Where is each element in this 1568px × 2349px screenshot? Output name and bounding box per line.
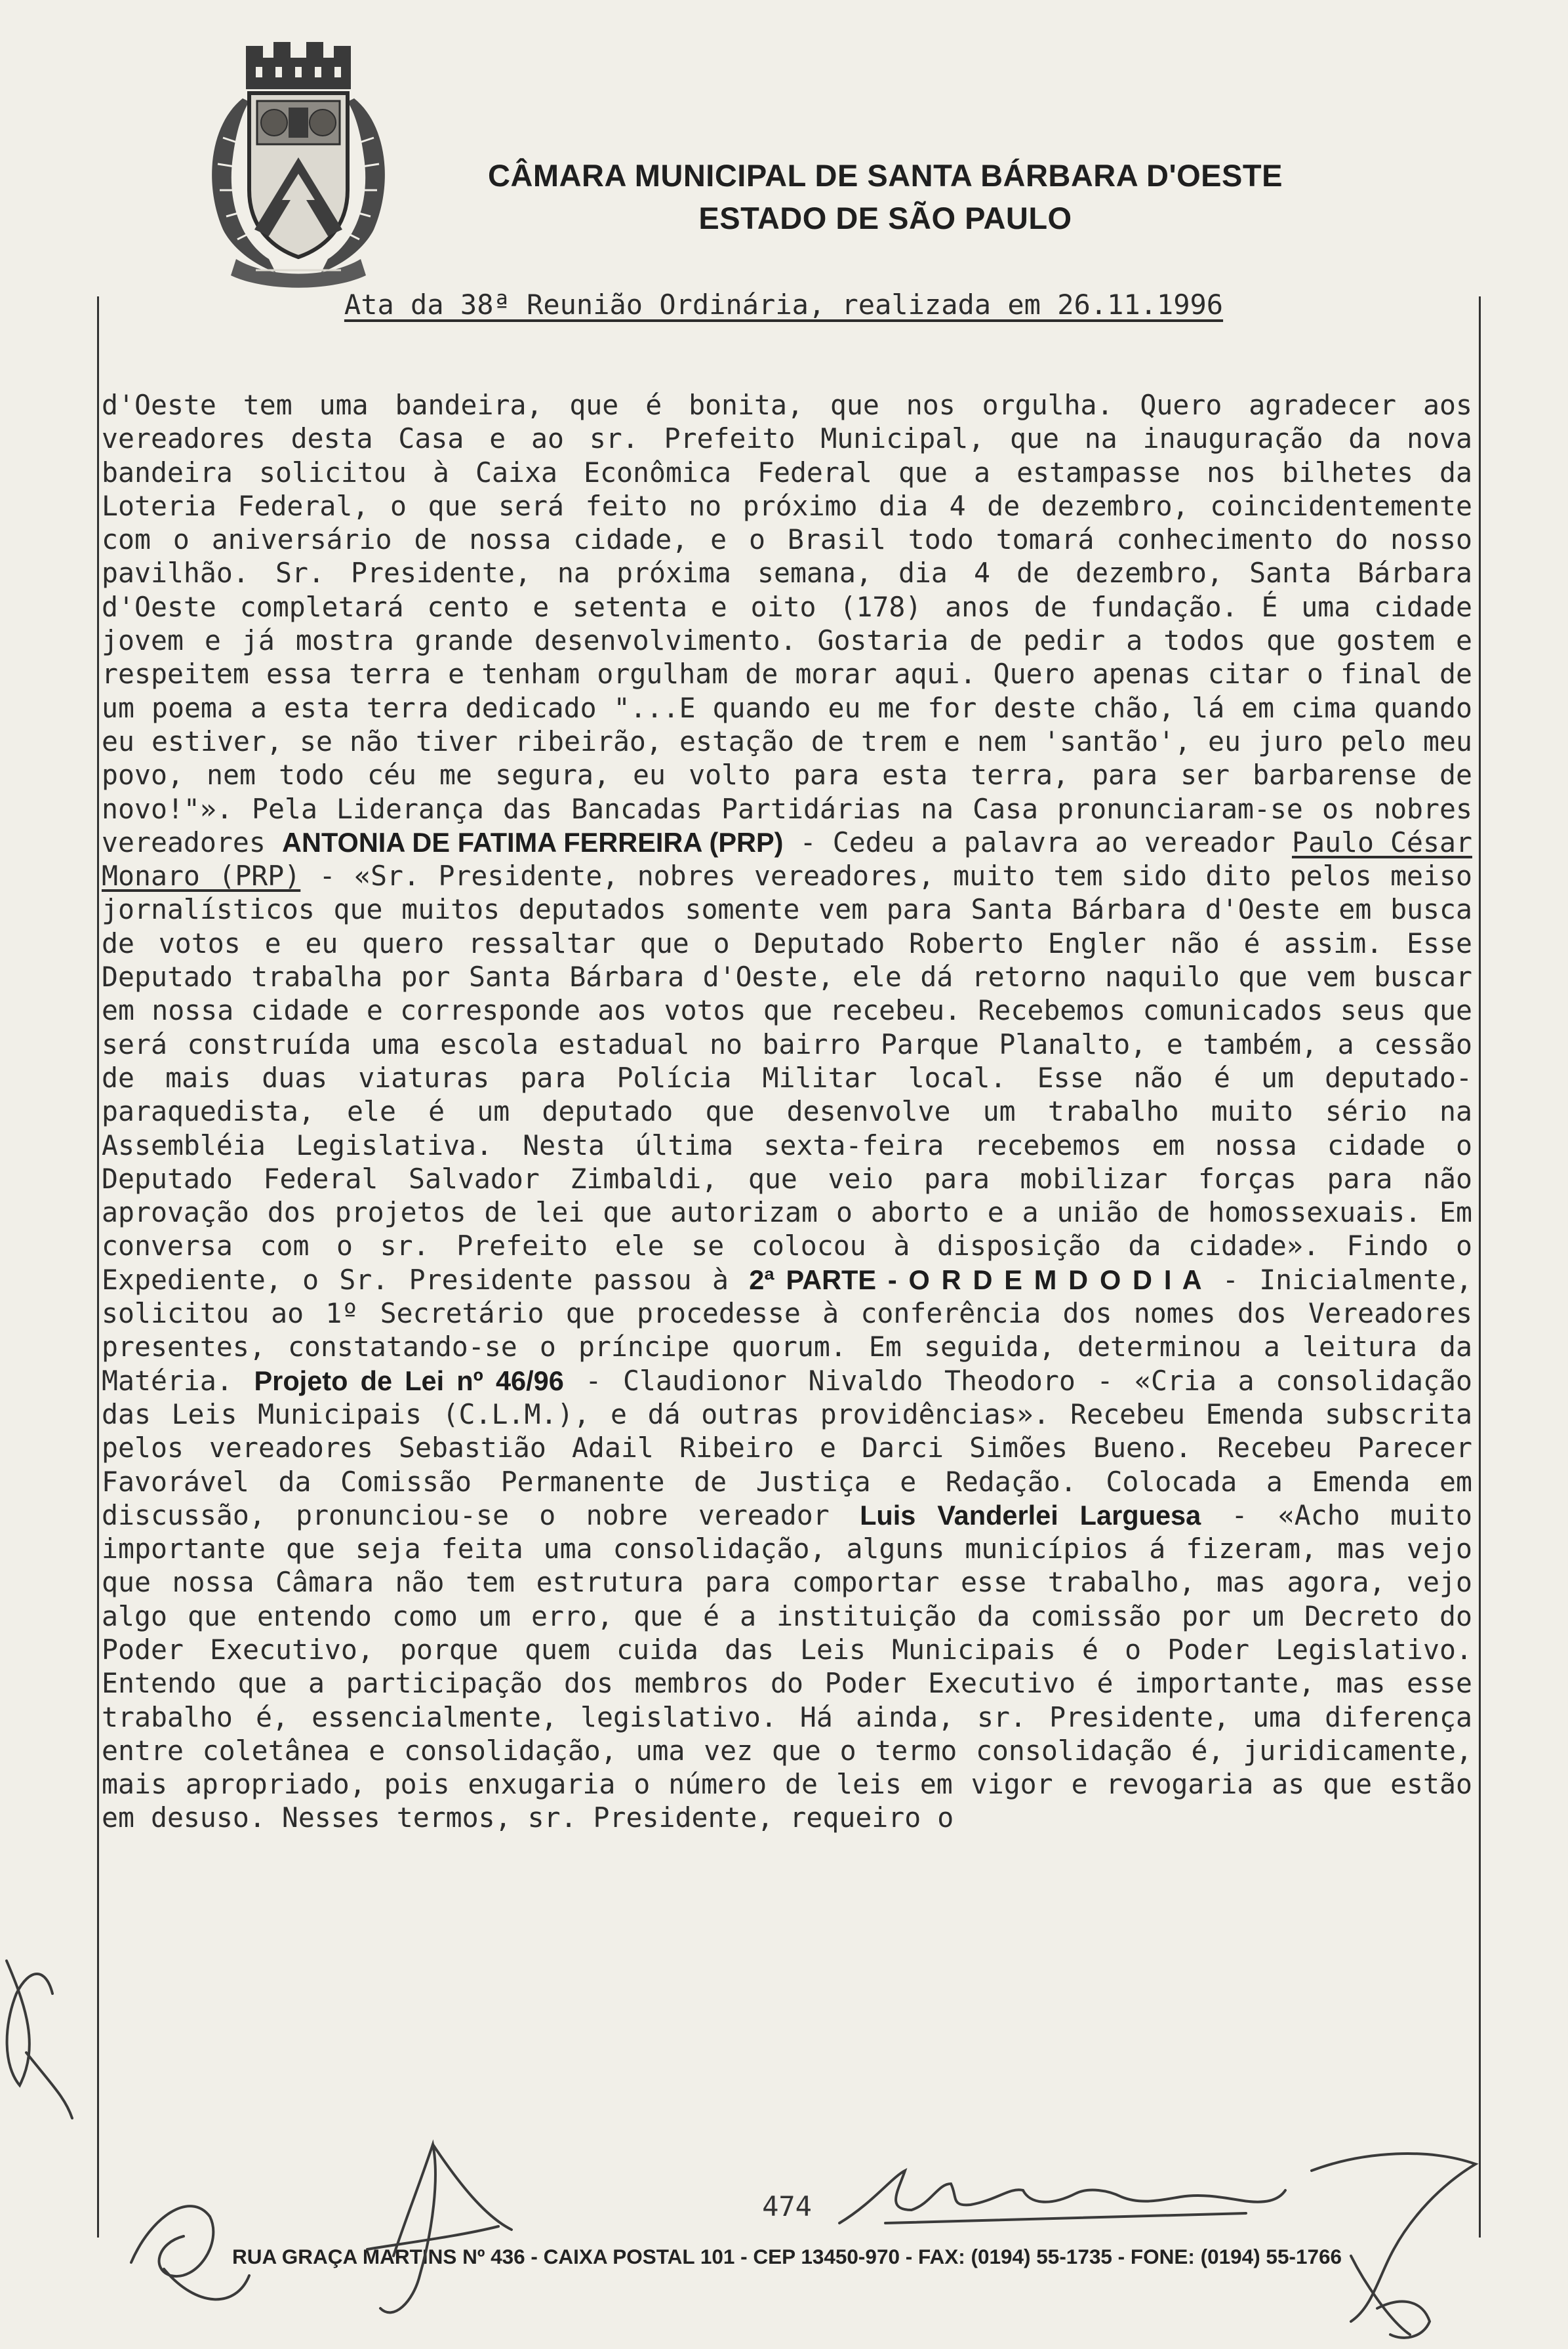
page-number: 474: [762, 2190, 812, 2222]
municipal-coat-of-arms-icon: [197, 39, 400, 289]
body-text-segment: - Claudionor Nivaldo Theodoro - «Cria a consolidação das Leis Municipais (C.L.M.), e dá outras providências». Recebeu Emenda subscrita pelos vereadores Sebastião Adail Ribeiro e Darci Simões Bueno. Recebeu Parecer Favorável da Comissão Permanente de Justiça e Redação. Colocada a Emenda em discussão, pronunciou-se o nobre vereador: [102, 1364, 1472, 1531]
councillor-name-bold: Luis Vanderlei Larguesa: [860, 1499, 1201, 1531]
footer-address: RUA GRAÇA MARTINS Nº 436 - CAIXA POSTAL 101 - CEP 13450-970 - FAX: (0194) 55-1735 - FONE: (0194) 55-1766: [231, 2245, 1342, 2268]
body-text-segment: - «Acho muito importante que seja feita uma consolidação, alguns municípios á fizeram, mas vejo que nossa Câmara não tem estrutura para comportar esse trabalho, mas agora, vejo algo que entendo como um erro, que é a instituição da comissão por um Decreto do Poder Executivo, porque quem cuida das Leis Municipais é o Poder Legislativo. Entendo que a participação dos membros do Poder Executivo é importante, mas esse trabalho é, essencialmente, legislativo. Há ainda, sr. Presidente, uma diferença entre coletânea e consolidação, uma vez que o termo consolidação é, juridicamente, mais apropriado, pois enxugaria o número de leis em vigor e revogaria as que estão em desuso. Nesses termos, sr. Presidente, requeiro o: [102, 1498, 1472, 1834]
institution-state: ESTADO DE SÃO PAULO: [698, 201, 1072, 235]
body-text-segment: - Inicialmente, solicitou ao 1º Secretário que procedesse à conferência dos nomes dos Vereadores presentes, constatando-se o príncipe quorum. Em seguida, determinou a leitura da Matéria.: [102, 1263, 1472, 1397]
institution-name: CÂMARA MUNICIPAL DE SANTA BÁRBARA D'OESTE: [488, 158, 1283, 193]
bill-title-bold: Projeto de Lei nº 46/96: [254, 1365, 564, 1396]
body-text-segment: - Cedeu a palavra ao vereador: [783, 826, 1292, 858]
councillor-name-underlined: Paulo César Monaro (PRP): [102, 826, 1472, 893]
body-text-segment: d'Oeste tem uma bandeira, que é bonita, que nos orgulha. Quero agradecer aos vereadores desta Casa e ao sr. Prefeito Municipal, que na inauguração da nova bandeira solicitou à Caixa Econômica Federal que a estampasse nos bilhetes da Loteria Federal, o que será feito no próximo dia 4 de dezembro, coincidentemente com o aniversário de nossa cidade, e o Brasil todo tomará conhecimento do nosso pavilhão. Sr. Presidente, na próxima semana, dia 4 de dezembro, Santa Bárbara d'Oeste completará cento e setenta e oito (178) anos de fundação. É uma cidade jovem e já mostra grande desenvolvimento. Gostaria de pedir a todos que gostem e respeitem essa terra e tenham orgulham de morar aqui. Quero apenas citar o final de um poema a esta terra dedicado "...E quando eu me for deste chão, lá em cima quando eu estiver, se não tiver ribeirão, estação de trem e nem 'santão', eu juro pelo meu povo, nem todo céu me segura, eu volto para esta terra, para ser barbarense de novo!"». Pela Liderança das Bancadas Partidárias na Casa pronunciaram-se os nobres vereadores: [102, 389, 1472, 858]
body-text-segment: - «Sr. Presidente, nobres vereadores, muito tem sido dito pelos meiso jornalísticos que muitos deputados somente vem para Santa Bárbara d'Oeste em busca de votos e eu quero ressaltar que o Deputado Roberto Engler não é assim. Esse Deputado trabalha por Santa Bárbara d'Oeste, ele dá retorno naquilo que vem buscar em nossa cidade e corresponde aos votos que recebeu. Recebemos comunicados seus que será construída uma escola estadual no bairro Parque Planalto, e também, a cessão de mais duas viaturas para Polícia Militar local. Esse não é um deputado-paraquedista, ele é um deputado que desenvolve um trabalho muito sério na Assembléia Legislativa. Nesta última sexta-feira recebemos em nossa cidade o Deputado Federal Salvador Zimbaldi, que veio para mobilizar forças para não aprovação dos projetos de lei que autorizam o aborto e a união de homossexuais. Em conversa com o sr. Prefeito ele se colocou à disposição da cidade». Findo o Expediente, o Sr. Presidente passou à: [102, 860, 1472, 1296]
document-title: Ata da 38ª Reunião Ordinária, realizada em 26.11.1996: [344, 289, 1224, 321]
councillor-name-bold: ANTONIA DE FATIMA FERREIRA (PRP): [282, 826, 784, 858]
minutes-body: [102, 388, 1472, 1835]
left-margin-rule: [97, 296, 99, 2238]
right-margin-rule: [1479, 296, 1481, 2238]
section-heading-bold: 2ª PARTE - O R D E M D O D I A: [749, 1264, 1202, 1295]
